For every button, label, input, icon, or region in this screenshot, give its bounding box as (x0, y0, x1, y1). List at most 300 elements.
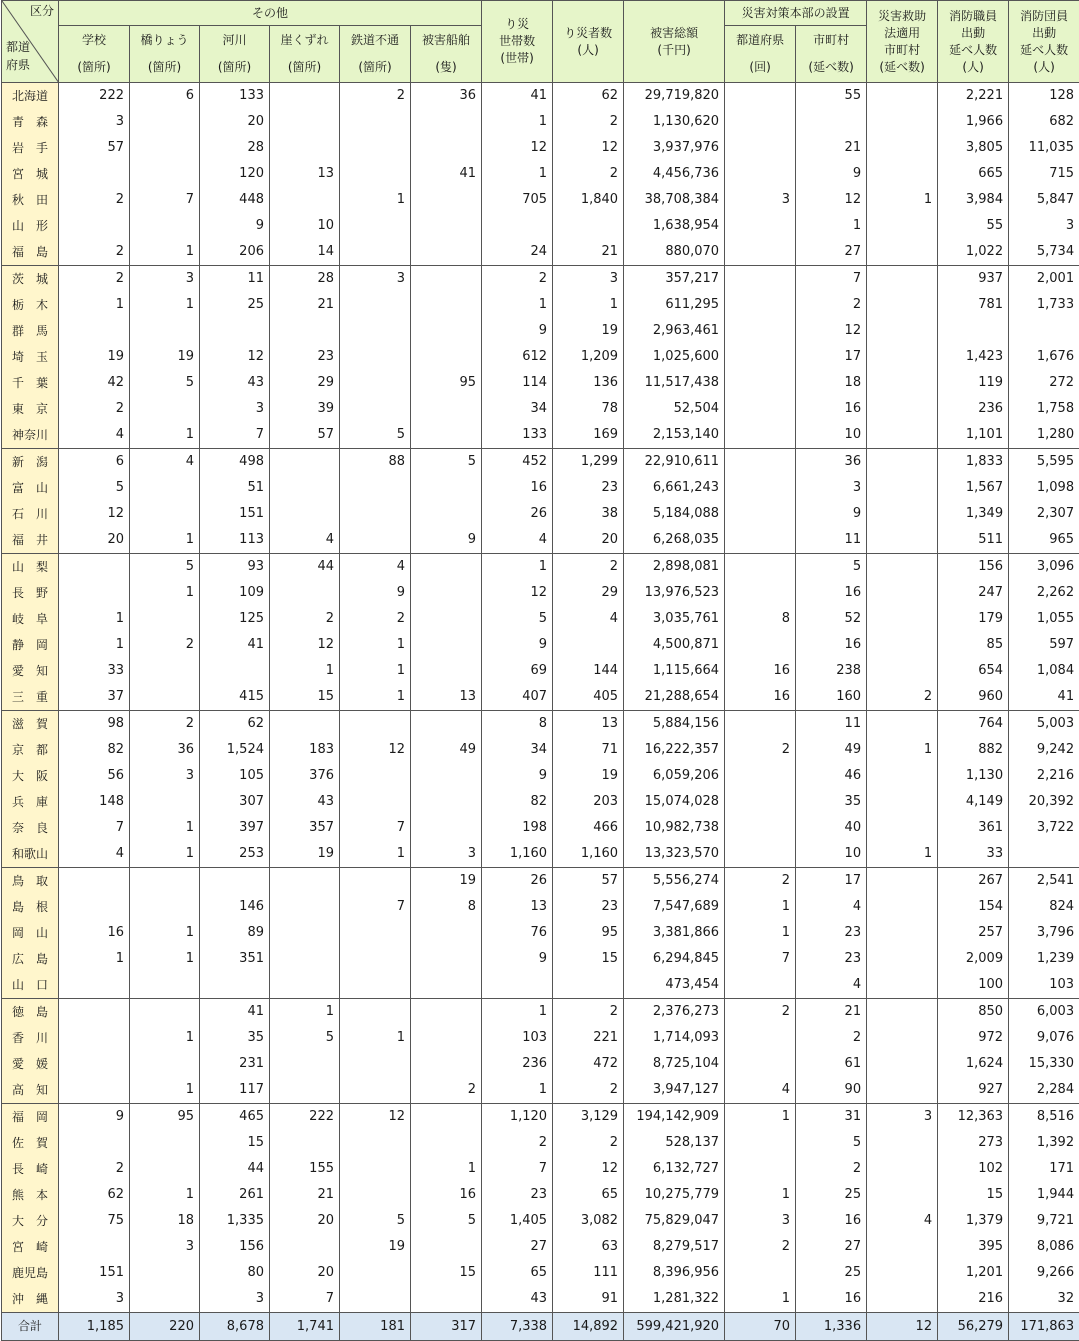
value-cell (867, 161, 938, 187)
value-cell: 19 (340, 1234, 411, 1260)
value-cell (59, 972, 130, 999)
value-cell: 88 (340, 449, 411, 476)
value-cell (725, 841, 796, 868)
value-cell: 2,216 (1009, 763, 1079, 789)
value-cell: 4 (59, 841, 130, 868)
value-cell (411, 1234, 482, 1260)
value-cell: 78 (553, 396, 624, 422)
total-value-cell: 8,678 (200, 1313, 270, 1341)
value-cell: 2,262 (1009, 580, 1079, 606)
value-cell: 1,966 (938, 109, 1009, 135)
value-cell (270, 501, 340, 527)
prefecture-name: 徳 島 (2, 999, 59, 1026)
value-cell (867, 632, 938, 658)
value-cell (340, 109, 411, 135)
value-cell: 9 (482, 946, 553, 972)
table-row (2, 606, 1079, 632)
value-cell: 21,288,654 (624, 684, 725, 711)
value-cell (867, 475, 938, 501)
value-cell: 267 (938, 868, 1009, 895)
table-row (2, 920, 1079, 946)
prefecture-name: 宮 城 (2, 161, 59, 187)
value-cell: 15 (553, 946, 624, 972)
value-cell: 715 (1009, 161, 1079, 187)
value-cell: 3,937,976 (624, 135, 725, 161)
value-cell: 9,266 (1009, 1260, 1079, 1286)
value-cell: 5 (482, 606, 553, 632)
header-col-kyoryo: 橋りょう (箇所) (130, 26, 200, 83)
value-cell (867, 868, 938, 895)
value-cell: 357 (270, 815, 340, 841)
value-cell (270, 475, 340, 501)
value-cell: 2,221 (938, 83, 1009, 110)
value-cell (867, 109, 938, 135)
total-value-cell: 7,338 (482, 1313, 553, 1341)
value-cell: 1,840 (553, 187, 624, 213)
table-row (2, 1130, 1079, 1156)
value-cell: 4,456,736 (624, 161, 725, 187)
value-cell: 12 (340, 1104, 411, 1131)
value-cell (270, 449, 340, 476)
value-cell: 49 (411, 737, 482, 763)
value-cell: 2 (59, 1156, 130, 1182)
value-cell: 2 (59, 266, 130, 293)
prefecture-name: 岡 山 (2, 920, 59, 946)
value-cell (270, 972, 340, 999)
value-cell (59, 868, 130, 895)
value-cell: 528,137 (624, 1130, 725, 1156)
value-cell: 5 (796, 554, 867, 581)
value-cell: 9 (59, 1104, 130, 1131)
value-cell (340, 972, 411, 999)
value-cell: 272 (1009, 370, 1079, 396)
value-cell (1009, 841, 1079, 868)
value-cell: 1,349 (938, 501, 1009, 527)
value-cell: 3 (867, 1104, 938, 1131)
value-cell (130, 868, 200, 895)
value-cell: 1 (340, 1025, 411, 1051)
table-row (2, 972, 1079, 999)
table-row (2, 894, 1079, 920)
table-row (2, 1077, 1079, 1104)
value-cell: 21 (270, 1182, 340, 1208)
value-cell: 19 (59, 344, 130, 370)
value-cell (725, 135, 796, 161)
value-cell: 12,363 (938, 1104, 1009, 1131)
value-cell: 10 (796, 422, 867, 449)
value-cell: 3,096 (1009, 554, 1079, 581)
header-dan-in: 消防団員 出動 延べ人数 (人) (1009, 1, 1079, 83)
table-row (2, 737, 1079, 763)
value-cell: 1 (725, 1286, 796, 1313)
value-cell: 231 (200, 1051, 270, 1077)
value-cell: 3,035,761 (624, 606, 725, 632)
prefecture-name: 富 山 (2, 475, 59, 501)
value-cell: 9 (411, 527, 482, 554)
value-cell (340, 920, 411, 946)
value-cell (411, 292, 482, 318)
value-cell: 61 (796, 1051, 867, 1077)
value-cell (411, 1104, 482, 1131)
value-cell: 1,101 (938, 422, 1009, 449)
value-cell (553, 972, 624, 999)
value-cell: 9,721 (1009, 1208, 1079, 1234)
value-cell: 8 (411, 894, 482, 920)
value-cell (867, 1051, 938, 1077)
value-cell: 247 (938, 580, 1009, 606)
value-cell (796, 109, 867, 135)
value-cell: 16 (725, 658, 796, 684)
value-cell: 179 (938, 606, 1009, 632)
value-cell: 5 (340, 422, 411, 449)
value-cell: 2,009 (938, 946, 1009, 972)
table-row (2, 1156, 1079, 1182)
total-value-cell: 12 (867, 1313, 938, 1341)
table-row (2, 868, 1079, 895)
header-sonota: その他 (59, 1, 482, 26)
value-cell: 10,982,738 (624, 815, 725, 841)
value-cell: 146 (200, 894, 270, 920)
value-cell: 238 (796, 658, 867, 684)
value-cell: 95 (553, 920, 624, 946)
value-cell: 665 (938, 161, 1009, 187)
value-cell: 18 (130, 1208, 200, 1234)
total-value-cell: 220 (130, 1313, 200, 1341)
total-value-cell: 70 (725, 1313, 796, 1341)
value-cell (340, 763, 411, 789)
value-cell: 1 (340, 684, 411, 711)
value-cell: 1,676 (1009, 344, 1079, 370)
prefecture-name: 岩 手 (2, 135, 59, 161)
value-cell: 15 (938, 1182, 1009, 1208)
value-cell: 1 (482, 999, 553, 1026)
value-cell: 3 (130, 763, 200, 789)
value-cell: 36 (411, 83, 482, 110)
value-cell: 2 (553, 554, 624, 581)
value-cell: 236 (938, 396, 1009, 422)
value-cell: 9 (482, 632, 553, 658)
value-cell: 2,541 (1009, 868, 1079, 895)
value-cell (725, 344, 796, 370)
value-cell: 511 (938, 527, 1009, 554)
value-cell: 14 (270, 239, 340, 266)
value-cell: 16 (796, 580, 867, 606)
value-cell: 5 (411, 1208, 482, 1234)
value-cell: 41 (411, 161, 482, 187)
value-cell: 15,074,028 (624, 789, 725, 815)
header-risai-setai: り災 世帯数 (世帯) (482, 1, 553, 83)
value-cell (59, 999, 130, 1026)
value-cell (270, 318, 340, 344)
value-cell: 261 (200, 1182, 270, 1208)
value-cell: 5 (59, 475, 130, 501)
value-cell: 1 (725, 1182, 796, 1208)
value-cell: 1 (130, 1077, 200, 1104)
value-cell: 11,035 (1009, 135, 1079, 161)
value-cell: 3,947,127 (624, 1077, 725, 1104)
value-cell (340, 527, 411, 554)
value-cell: 41 (200, 632, 270, 658)
value-cell: 28 (270, 266, 340, 293)
prefecture-name: 青 森 (2, 109, 59, 135)
header-todofuken: 都道 府県 (6, 38, 30, 74)
value-cell: 1 (867, 187, 938, 213)
prefecture-name: 島 根 (2, 894, 59, 920)
prefecture-name: 京 都 (2, 737, 59, 763)
value-cell: 4 (796, 894, 867, 920)
value-cell: 7 (796, 266, 867, 293)
value-cell: 16 (796, 632, 867, 658)
value-cell (725, 763, 796, 789)
value-cell: 2,153,140 (624, 422, 725, 449)
value-cell: 51 (200, 475, 270, 501)
value-cell (270, 83, 340, 110)
value-cell: 41 (482, 83, 553, 110)
value-cell (725, 1260, 796, 1286)
value-cell: 448 (200, 187, 270, 213)
value-cell: 7 (340, 894, 411, 920)
value-cell (340, 396, 411, 422)
value-cell: 9 (482, 763, 553, 789)
table-row (2, 187, 1079, 213)
value-cell: 56 (59, 763, 130, 789)
value-cell: 3,805 (938, 135, 1009, 161)
value-cell (130, 109, 200, 135)
value-cell: 148 (59, 789, 130, 815)
value-cell: 15 (270, 684, 340, 711)
value-cell: 1 (130, 580, 200, 606)
value-cell: 1 (725, 894, 796, 920)
header-risai-sha: り災者数 (人) (553, 1, 624, 83)
table-row (2, 422, 1079, 449)
total-value-cell: 14,892 (553, 1313, 624, 1341)
value-cell (130, 684, 200, 711)
value-cell (725, 554, 796, 581)
prefecture-name: 静 岡 (2, 632, 59, 658)
value-cell (867, 1156, 938, 1182)
value-cell: 2 (59, 396, 130, 422)
value-cell: 31 (796, 1104, 867, 1131)
value-cell: 7 (270, 1286, 340, 1313)
value-cell: 1,392 (1009, 1130, 1079, 1156)
value-cell: 26 (482, 868, 553, 895)
prefecture-name: 茨 城 (2, 266, 59, 293)
value-cell: 1 (59, 632, 130, 658)
value-cell: 43 (482, 1286, 553, 1313)
value-cell (340, 1077, 411, 1104)
value-cell: 5,003 (1009, 711, 1079, 738)
table-row (2, 763, 1079, 789)
value-cell: 12 (270, 632, 340, 658)
table-row (2, 449, 1079, 476)
value-cell (867, 266, 938, 293)
value-cell: 109 (200, 580, 270, 606)
value-cell (725, 213, 796, 239)
value-cell (340, 135, 411, 161)
value-cell (725, 396, 796, 422)
value-cell: 33 (59, 658, 130, 684)
value-cell: 972 (938, 1025, 1009, 1051)
value-cell: 1 (796, 213, 867, 239)
value-cell: 27 (482, 1234, 553, 1260)
value-cell: 5 (411, 449, 482, 476)
value-cell (270, 894, 340, 920)
prefecture-name: 愛 媛 (2, 1051, 59, 1077)
value-cell: 1 (130, 946, 200, 972)
value-cell: 28 (200, 135, 270, 161)
value-cell (340, 292, 411, 318)
value-cell (411, 711, 482, 738)
value-cell: 1,423 (938, 344, 1009, 370)
value-cell: 13,976,523 (624, 580, 725, 606)
value-cell (411, 213, 482, 239)
value-cell: 965 (1009, 527, 1079, 554)
value-cell: 7 (130, 187, 200, 213)
value-cell: 15,330 (1009, 1051, 1079, 1077)
value-cell (725, 1130, 796, 1156)
value-cell: 3,381,866 (624, 920, 725, 946)
value-cell: 2 (411, 1077, 482, 1104)
value-cell (130, 1130, 200, 1156)
value-cell (553, 213, 624, 239)
value-cell: 151 (200, 501, 270, 527)
value-cell: 3 (130, 1234, 200, 1260)
value-cell (867, 344, 938, 370)
value-cell (867, 1025, 938, 1051)
value-cell (867, 920, 938, 946)
value-cell (411, 475, 482, 501)
value-cell: 39 (270, 396, 340, 422)
value-cell: 17 (796, 344, 867, 370)
value-cell: 156 (938, 554, 1009, 581)
value-cell: 82 (482, 789, 553, 815)
value-cell: 4,500,871 (624, 632, 725, 658)
prefecture-name: 三 重 (2, 684, 59, 711)
value-cell: 6,132,727 (624, 1156, 725, 1182)
prefecture-name: 佐 賀 (2, 1130, 59, 1156)
total-value-cell: 171,863 (1009, 1313, 1079, 1341)
value-cell: 113 (200, 527, 270, 554)
value-cell: 19 (411, 868, 482, 895)
value-cell (725, 1156, 796, 1182)
value-cell: 937 (938, 266, 1009, 293)
value-cell: 9 (340, 580, 411, 606)
value-cell: 2 (725, 737, 796, 763)
value-cell: 1 (270, 999, 340, 1026)
table-row (2, 632, 1079, 658)
value-cell: 5,884,156 (624, 711, 725, 738)
value-cell: 2 (130, 632, 200, 658)
value-cell (59, 1025, 130, 1051)
value-cell: 351 (200, 946, 270, 972)
value-cell: 95 (411, 370, 482, 396)
value-cell (130, 161, 200, 187)
value-cell: 1,160 (482, 841, 553, 868)
value-cell (130, 1051, 200, 1077)
value-cell: 13 (553, 711, 624, 738)
value-cell: 2 (482, 1130, 553, 1156)
value-cell: 3 (725, 187, 796, 213)
table-row (2, 266, 1079, 293)
value-cell: 1,201 (938, 1260, 1009, 1286)
value-cell (725, 83, 796, 110)
value-cell: 7 (200, 422, 270, 449)
value-cell: 169 (553, 422, 624, 449)
value-cell: 75 (59, 1208, 130, 1234)
value-cell (130, 658, 200, 684)
value-cell (411, 632, 482, 658)
value-cell: 9 (796, 161, 867, 187)
value-cell: 452 (482, 449, 553, 476)
table-row (2, 318, 1079, 344)
value-cell: 253 (200, 841, 270, 868)
value-cell: 1 (411, 1156, 482, 1182)
disaster-statistics-table (1, 0, 1079, 1341)
value-cell: 10,275,779 (624, 1182, 725, 1208)
value-cell: 1 (340, 187, 411, 213)
value-cell: 5 (130, 370, 200, 396)
value-cell: 203 (553, 789, 624, 815)
value-cell: 960 (938, 684, 1009, 711)
value-cell: 1,120 (482, 1104, 553, 1131)
prefecture-name: 香 川 (2, 1025, 59, 1051)
value-cell: 52,504 (624, 396, 725, 422)
total-value-cell: 1,336 (796, 1313, 867, 1341)
prefecture-name: 新 潟 (2, 449, 59, 476)
value-cell (340, 161, 411, 187)
value-cell (200, 318, 270, 344)
value-cell: 23 (553, 894, 624, 920)
value-cell (867, 135, 938, 161)
value-cell (867, 1182, 938, 1208)
value-cell: 40 (796, 815, 867, 841)
value-cell (340, 1051, 411, 1077)
value-cell: 2,307 (1009, 501, 1079, 527)
value-cell: 13 (270, 161, 340, 187)
value-cell: 1 (270, 658, 340, 684)
value-cell (270, 135, 340, 161)
value-cell: 194,142,909 (624, 1104, 725, 1131)
value-cell (867, 83, 938, 110)
prefecture-name: 滋 賀 (2, 711, 59, 738)
value-cell: 3,082 (553, 1208, 624, 1234)
value-cell: 472 (553, 1051, 624, 1077)
value-cell: 103 (482, 1025, 553, 1051)
value-cell: 57 (270, 422, 340, 449)
value-cell: 16 (796, 1208, 867, 1234)
value-cell: 7,547,689 (624, 894, 725, 920)
value-cell (867, 370, 938, 396)
value-cell: 13,323,570 (624, 841, 725, 868)
value-cell: 682 (1009, 109, 1079, 135)
value-cell (340, 213, 411, 239)
value-cell (867, 1286, 938, 1313)
value-cell: 6 (130, 83, 200, 110)
value-cell: 2 (340, 83, 411, 110)
table-row (2, 344, 1079, 370)
value-cell: 2 (553, 161, 624, 187)
value-cell (59, 1234, 130, 1260)
value-cell (411, 1130, 482, 1156)
value-cell: 65 (553, 1182, 624, 1208)
value-cell: 1,638,954 (624, 213, 725, 239)
value-cell (725, 292, 796, 318)
value-cell: 1,405 (482, 1208, 553, 1234)
value-cell: 13 (482, 894, 553, 920)
value-cell: 9 (200, 213, 270, 239)
value-cell (59, 213, 130, 239)
value-cell: 1,209 (553, 344, 624, 370)
